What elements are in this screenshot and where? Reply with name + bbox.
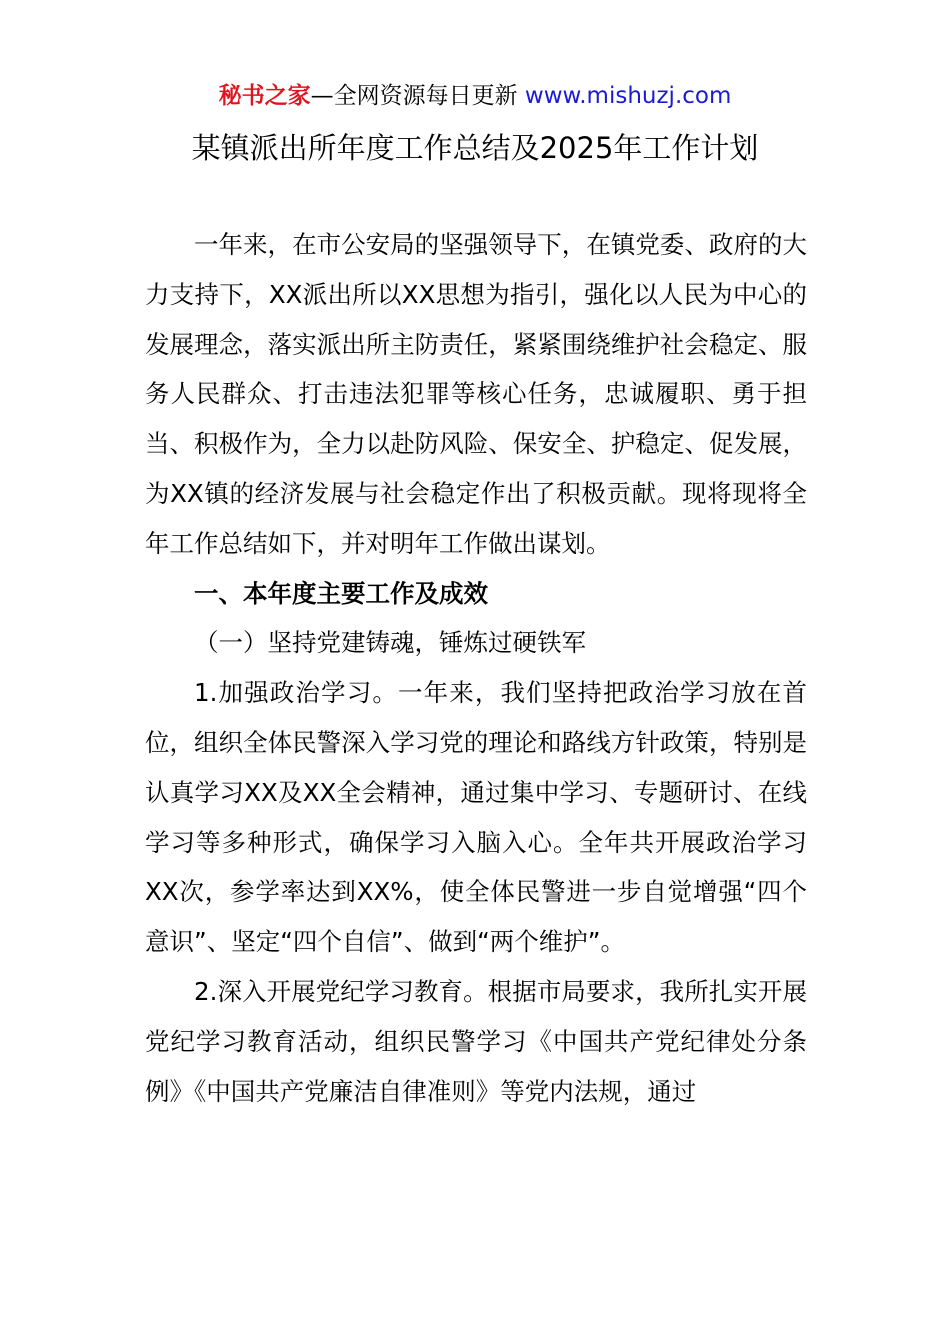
document-body <box>145 220 807 1116</box>
site-url-link[interactable]: www.mishuzj.com <box>524 83 732 109</box>
site-tagline: —全网资源每日更新 <box>310 83 525 109</box>
site-banner <box>0 80 950 112</box>
site-name: 秘书之家 <box>218 83 311 109</box>
section-heading-1: 一、本年度主要工作及成效 <box>194 578 488 608</box>
item-paragraph-1: 1.加强政治学习。一年来，我们坚持把政治学习放在首位，组织全体民警深入学习党的理论和路线方针政策，特别是认真学习XX及XX全会精神，通过集中学习、专题研讨、在线学习等多种形式，确保学习入脑入心。全年共开展政治学习XX次，参学率达到XX%，使全体民警进一步自觉增强“四个意识”、坚定“四个自信”、做到“两个维护”。 <box>145 678 807 957</box>
subsection-heading-1: （一）坚持党建铸魂，锤炼过硬铁军 <box>194 628 586 658</box>
item-paragraph-2: 2.深入开展党纪学习教育。根据市局要求，我所扎实开展党纪学习教育活动，组织民警学习《中国共产党纪律处分条例》《中国共产党廉洁自律准则》等党内法规，通过 <box>145 976 807 1106</box>
intro-paragraph: 一年来，在市公安局的坚强领导下，在镇党委、政府的大力支持下，XX派出所以XX思想为指引，强化以人民为中心的发展理念，落实派出所主防责任，紧紧围绕维护社会稳定、服务人民群众、打击违法犯罪等核心任务，忠诚履职、勇于担当、积极作为，全力以赴防风险、保安全、护稳定、促发展，为XX镇的经济发展与社会稳定作出了积极贡献。现将现将全年工作总结如下，并对明年工作做出谋划。 <box>145 230 807 558</box>
document-title: 某镇派出所年度工作总结及2025年工作计划 <box>191 131 759 165</box>
